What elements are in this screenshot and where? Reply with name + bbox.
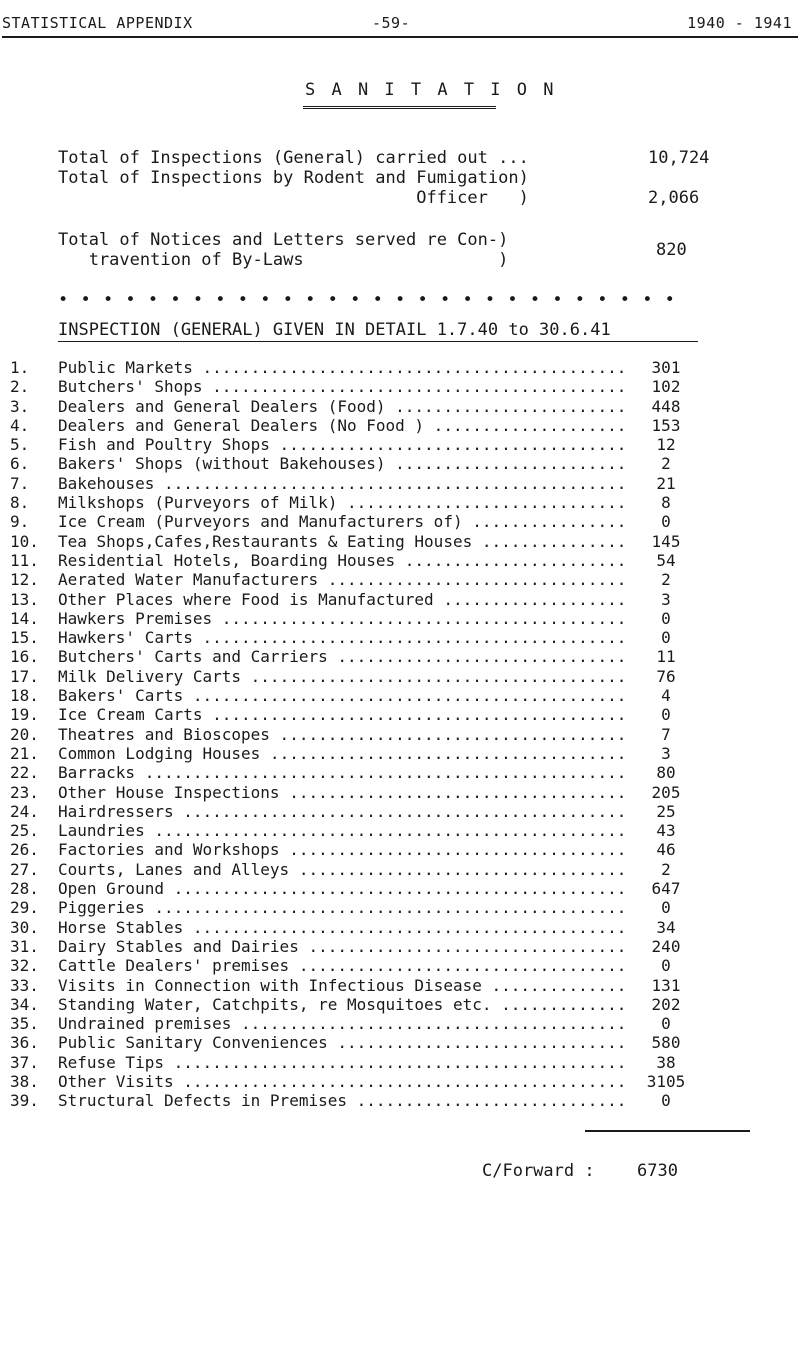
list-item xyxy=(0,956,800,975)
item-count: 0 xyxy=(661,512,671,532)
dot-separator: • • • • • • • • • • • • • • • • • • • • • • • • • • • • xyxy=(58,290,676,310)
summary-value: 10,724 xyxy=(648,148,710,168)
item-label: Other Places where Food is Manufactured ..... xyxy=(58,590,628,609)
item-label: Piggeries ..... xyxy=(58,898,628,917)
item-count: 102 xyxy=(651,377,681,397)
item-label: Tea Shops,Cafes,Restaurants & Eating Houses ..... xyxy=(58,532,628,551)
list-item xyxy=(0,898,800,917)
item-number: 27. xyxy=(10,859,39,879)
item-label: Dealers and General Dealers (Food) ..... xyxy=(58,397,628,416)
list-item xyxy=(0,667,800,686)
list-item xyxy=(0,725,800,744)
item-label: Aerated Water Manufacturers ..... xyxy=(58,570,628,589)
item-number: 13. xyxy=(10,589,39,609)
list-item xyxy=(0,860,800,879)
item-label: Public Markets ..... xyxy=(58,358,628,377)
list-item xyxy=(0,705,800,724)
list-item xyxy=(0,493,800,512)
item-count: 0 xyxy=(661,1014,671,1034)
item-count: 12 xyxy=(656,435,676,455)
summary-row xyxy=(58,188,748,208)
list-item xyxy=(0,1033,800,1052)
item-number: 25. xyxy=(10,821,39,841)
item-number: 35. xyxy=(10,1014,39,1034)
list-item xyxy=(0,416,800,435)
item-count: 2 xyxy=(661,570,671,590)
item-count: 76 xyxy=(656,666,676,686)
list-item xyxy=(0,763,800,782)
summary-row xyxy=(58,230,748,250)
item-count: 2 xyxy=(661,454,671,474)
item-label: Undrained premises ..... xyxy=(58,1014,628,1033)
item-number: 1. xyxy=(10,358,30,377)
list-item xyxy=(0,551,800,570)
list-item xyxy=(0,628,800,647)
summary-value: 820 xyxy=(656,240,687,260)
item-count: 3 xyxy=(661,589,671,609)
list-item xyxy=(0,744,800,763)
item-number: 31. xyxy=(10,936,39,956)
item-label: Theatres and Bioscopes ..... xyxy=(58,725,628,744)
item-number: 3. xyxy=(10,396,30,416)
list-item xyxy=(0,1014,800,1033)
carried-forward-label: C/Forward : xyxy=(482,1161,595,1181)
item-label: Dairy Stables and Dairies ..... xyxy=(58,937,628,956)
list-item xyxy=(0,918,800,937)
item-number: 10. xyxy=(10,531,39,551)
item-label: Open Ground ..... xyxy=(58,879,628,898)
item-label: Fish and Poultry Shops ..... xyxy=(58,435,628,454)
item-count: 647 xyxy=(651,879,681,899)
list-item xyxy=(0,821,800,840)
list-item xyxy=(0,686,800,705)
item-count: 2 xyxy=(661,859,671,879)
item-count: 54 xyxy=(656,550,676,570)
item-number: 9. xyxy=(10,512,30,532)
item-number: 6. xyxy=(10,454,30,474)
list-item xyxy=(0,995,800,1014)
item-label: Structural Defects in Premises ..... xyxy=(58,1091,628,1110)
item-count: 46 xyxy=(656,840,676,860)
item-count: 131 xyxy=(651,975,681,995)
item-number: 21. xyxy=(10,743,39,763)
item-count: 0 xyxy=(661,628,671,648)
list-item xyxy=(0,570,800,589)
item-label: Milkshops (Purveyors of Milk) ..... xyxy=(58,493,628,512)
item-label: Courts, Lanes and Alleys ..... xyxy=(58,860,628,879)
item-number: 26. xyxy=(10,840,39,860)
item-number: 30. xyxy=(10,917,39,937)
item-count: 448 xyxy=(651,396,681,416)
item-count: 43 xyxy=(656,821,676,841)
item-count: 4 xyxy=(661,686,671,706)
item-number: 5. xyxy=(10,435,30,455)
list-item xyxy=(0,397,800,416)
list-item xyxy=(0,454,800,473)
list-item xyxy=(0,377,800,396)
list-item xyxy=(0,609,800,628)
list-item xyxy=(0,802,800,821)
header-rule xyxy=(2,36,798,38)
summary-label: Total of Notices and Letters served re Con-) xyxy=(58,230,509,250)
summary-label: Officer ) xyxy=(58,188,529,208)
item-count: 38 xyxy=(656,1052,676,1072)
item-count: 153 xyxy=(651,415,681,435)
list-item xyxy=(0,840,800,859)
list-item xyxy=(0,976,800,995)
item-count: 25 xyxy=(656,801,676,821)
item-label: Laundries ..... xyxy=(58,821,628,840)
item-number: 39. xyxy=(10,1091,39,1111)
list-item xyxy=(0,590,800,609)
item-number: 22. xyxy=(10,763,39,783)
summary-row xyxy=(58,168,748,188)
item-count: 0 xyxy=(661,705,671,725)
item-count: 301 xyxy=(651,358,681,377)
item-number: 33. xyxy=(10,975,39,995)
item-number: 2. xyxy=(10,377,30,397)
item-count: 0 xyxy=(661,898,671,918)
item-count: 580 xyxy=(651,1033,681,1053)
item-label: Factories and Workshops ..... xyxy=(58,840,628,859)
summary-label: Total of Inspections by Rodent and Fumigation) xyxy=(58,168,529,188)
title-underline xyxy=(303,106,496,109)
item-number: 32. xyxy=(10,956,39,976)
list-item xyxy=(0,783,800,802)
item-label: Common Lodging Houses ..... xyxy=(58,744,628,763)
carried-forward xyxy=(482,1161,678,1181)
item-number: 36. xyxy=(10,1033,39,1053)
item-label: Other House Inspections ..... xyxy=(58,783,628,802)
item-number: 8. xyxy=(10,493,30,513)
item-number: 15. xyxy=(10,628,39,648)
item-count: 0 xyxy=(661,956,671,976)
list-item xyxy=(0,512,800,531)
list-item xyxy=(0,647,800,666)
item-number: 11. xyxy=(10,550,39,570)
item-number: 7. xyxy=(10,473,30,493)
item-count: 34 xyxy=(656,917,676,937)
list-item xyxy=(0,474,800,493)
item-label: Bakers' Carts ..... xyxy=(58,686,628,705)
item-count: 8 xyxy=(661,493,671,513)
item-number: 19. xyxy=(10,705,39,725)
list-item xyxy=(0,358,800,377)
item-number: 12. xyxy=(10,570,39,590)
summary-row xyxy=(58,148,748,168)
item-label: Residential Hotels, Boarding Houses ..... xyxy=(58,551,628,570)
item-number: 34. xyxy=(10,994,39,1014)
item-label: Barracks ..... xyxy=(58,763,628,782)
page-header xyxy=(2,14,798,54)
list-item xyxy=(0,1072,800,1091)
list-item xyxy=(0,937,800,956)
list-item xyxy=(0,879,800,898)
item-number: 20. xyxy=(10,724,39,744)
item-count: 3 xyxy=(661,743,671,763)
item-label: Hawkers Premises ..... xyxy=(58,609,628,628)
list-item xyxy=(0,1053,800,1072)
item-count: 0 xyxy=(661,608,671,628)
item-label: Butchers' Shops ..... xyxy=(58,377,628,396)
list-item xyxy=(0,1091,800,1110)
subtitle-underline xyxy=(58,341,698,342)
summary-value: 2,066 xyxy=(648,188,700,208)
item-number: 17. xyxy=(10,666,39,686)
item-label: Hairdressers ..... xyxy=(58,802,628,821)
page-number: -59- xyxy=(372,14,411,32)
item-label: Bakehouses ..... xyxy=(58,474,628,493)
item-label: Horse Stables ..... xyxy=(58,918,628,937)
item-number: 23. xyxy=(10,782,39,802)
list-item xyxy=(0,532,800,551)
item-count: 145 xyxy=(651,531,681,551)
item-number: 4. xyxy=(10,415,30,435)
item-number: 28. xyxy=(10,879,39,899)
item-count: 240 xyxy=(651,936,681,956)
item-label: Ice Cream Carts ..... xyxy=(58,705,628,724)
item-label: Other Visits ..... xyxy=(58,1072,628,1091)
page-title: S A N I T A T I O N xyxy=(305,80,557,100)
item-label: Milk Delivery Carts ..... xyxy=(58,667,628,686)
item-label: Refuse Tips ..... xyxy=(58,1053,628,1072)
item-label: Public Sanitary Conveniences ..... xyxy=(58,1033,628,1052)
item-count: 202 xyxy=(651,994,681,1014)
item-count: 7 xyxy=(661,724,671,744)
header-year-range: 1940 - 1941 xyxy=(687,14,792,32)
item-label: Standing Water, Catchpits, re Mosquitoes etc. ..... xyxy=(58,995,628,1014)
item-count: 11 xyxy=(656,647,676,667)
summary-label: travention of By-Laws ) xyxy=(58,250,509,270)
item-number: 37. xyxy=(10,1052,39,1072)
inspection-list xyxy=(0,358,800,1111)
item-count: 3105 xyxy=(646,1071,686,1091)
item-label: Butchers' Carts and Carriers ..... xyxy=(58,647,628,666)
section-subtitle: INSPECTION (GENERAL) GIVEN IN DETAIL 1.7.40 to 30.6.41 xyxy=(58,320,611,340)
list-item xyxy=(0,435,800,454)
item-count: 80 xyxy=(656,763,676,783)
item-count: 0 xyxy=(661,1091,671,1111)
item-label: Dealers and General Dealers (No Food ) ..... xyxy=(58,416,628,435)
item-number: 29. xyxy=(10,898,39,918)
item-label: Ice Cream (Purveyors and Manufacturers of) ..... xyxy=(58,512,628,531)
item-label: Cattle Dealers' premises ..... xyxy=(58,956,628,975)
item-number: 24. xyxy=(10,801,39,821)
item-count: 21 xyxy=(656,473,676,493)
item-count: 205 xyxy=(651,782,681,802)
item-number: 38. xyxy=(10,1071,39,1091)
carried-forward-value: 6730 xyxy=(637,1161,678,1181)
summary-label: Total of Inspections (General) carried out ... xyxy=(58,148,529,168)
item-number: 14. xyxy=(10,608,39,628)
item-number: 18. xyxy=(10,686,39,706)
item-number: 16. xyxy=(10,647,39,667)
item-label: Bakers' Shops (without Bakehouses) ..... xyxy=(58,454,628,473)
header-appendix-label: STATISTICAL APPENDIX xyxy=(2,14,193,32)
total-rule xyxy=(585,1130,750,1132)
item-label: Hawkers' Carts ..... xyxy=(58,628,628,647)
item-label: Visits in Connection with Infectious Disease ..... xyxy=(58,976,628,995)
